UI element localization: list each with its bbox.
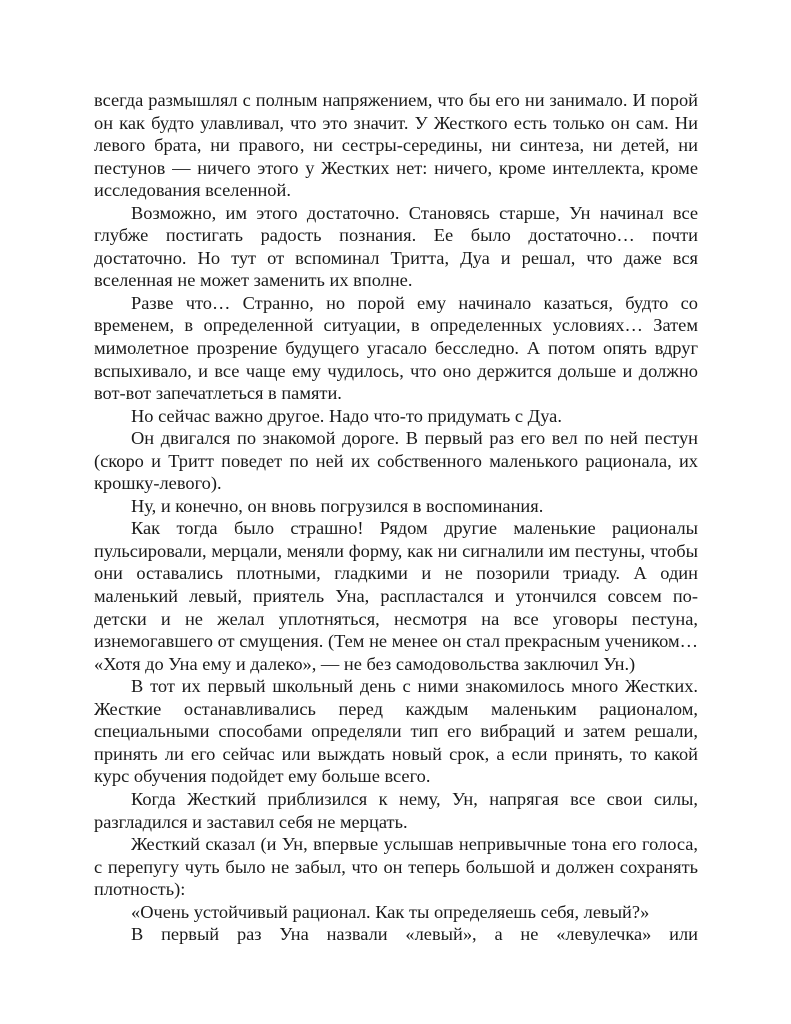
- paragraph-9: Когда Жесткий приблизился к нему, Ун, напрягая все свои силы, разгладился и заставил себя не мерцать.: [94, 788, 698, 832]
- paragraph-1: всегда размышлял с полным напряжением, что бы его ни занимало. И порой он как будто улавливал, что это значит. У Жесткого есть только он сам. Ни левого брата, ни правого, ни сестры-середины, ни синтеза, ни детей, ни пестунов — ничего этого у Жестких нет: ничего, кроме интеллекта, кроме исследования вселенной.: [94, 90, 698, 201]
- paragraph-3: Разве что… Странно, но порой ему начинало казаться, будто со временем, в определенной ситуации, в определенных условиях… Затем мимолетное прозрение будущего угасало бесследно. А потом опять вдруг вспыхивало, и все чаще ему чудилось, что оно держится дольше и должно вот-вот запечатлеться в памяти.: [94, 292, 698, 404]
- paragraph-5: Он двигался по знакомой дороге. В первый раз его вел по ней пестун (скоро и Тритт поведет по ней их собственного маленького рационала, их крошку-левого).: [94, 428, 698, 494]
- paragraph-4: Но сейчас важно другое. Надо что-то придумать с Дуа.: [131, 405, 562, 426]
- paragraph-10: Жесткий сказал (и Ун, впервые услышав непривычные тона его голоса, с перепугу чуть было не забыл, что он теперь большой и должен сохранять плотность):: [94, 834, 698, 900]
- paragraph-11: «Очень устойчивый рационал. Как ты определяешь себя, левый?»: [131, 901, 650, 922]
- page-text: [94, 89, 698, 946]
- paragraph-7: Как тогда было страшно! Рядом другие маленькие рационалы пульсировали, мерцали, меняли форму, как ни сигналили им пестуны, чтобы они оставались плотными, гладкими и не позорили триаду. А один маленький левый, приятель Уна, распластался и утончился совсем по-детски и не желал уплотняться, несмотря на все уговоры пестуна, изнемогавшего от смущения. (Тем не менее он стал прекрасным учеником… «Хотя до Уна ему и далеко», — не без самодовольства заключил Ун.): [94, 518, 698, 674]
- paragraph-12: В первый раз Уна назвали «левый», а не «левулечка» или: [131, 924, 698, 945]
- paragraph-8: В тот их первый школьный день с ними знакомилось много Жестких. Жесткие останавливались перед каждым маленьким рационалом, специальными способами определяли тип его вибраций и затем решали, принять ли его сейчас или выждать новый срок, а если принять, то какой курс обучения подойдет ему больше всего.: [94, 676, 698, 787]
- paragraph-6: Ну, и конечно, он вновь погрузился в воспоминания.: [131, 495, 544, 516]
- paragraph-2: Возможно, им этого достаточно. Становясь старше, Ун начинал все глубже постигать радость познания. Ее было достаточно… почти достаточно. Но тут от вспоминал Тритта, Дуа и решал, что даже вся вселенная не может заменить их вполне.: [94, 202, 698, 291]
